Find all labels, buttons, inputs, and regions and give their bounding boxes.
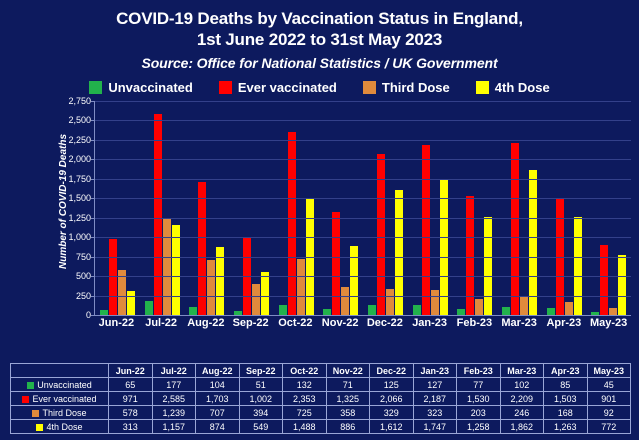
y-axis-tick-label: 2,250 xyxy=(68,134,91,145)
bar[interactable] xyxy=(189,307,197,315)
x-axis-label: Aug-22 xyxy=(187,317,225,329)
bar[interactable] xyxy=(332,212,340,315)
legend-item[interactable] xyxy=(363,80,450,95)
legend-label: Ever vaccinated xyxy=(237,80,337,95)
legend-item[interactable] xyxy=(89,80,193,95)
gridline xyxy=(95,276,631,277)
table-cell: 2,585 xyxy=(152,392,196,406)
table-cell: 707 xyxy=(196,406,240,420)
table-cell: 1,612 xyxy=(370,420,414,434)
x-axis-labels xyxy=(94,317,631,329)
table-cell: 1,239 xyxy=(152,406,196,420)
table-cell: 1,862 xyxy=(500,420,544,434)
table-column-header: Feb-23 xyxy=(457,364,501,378)
bar[interactable] xyxy=(609,308,617,315)
bar-group xyxy=(318,101,363,315)
table-cell: 971 xyxy=(109,392,153,406)
data-table-wrapper xyxy=(10,363,631,434)
y-axis-tickmark xyxy=(91,120,95,121)
bar[interactable] xyxy=(511,143,519,315)
legend-swatch-icon xyxy=(476,81,489,94)
plot-canvas xyxy=(68,96,631,320)
gridline xyxy=(95,198,631,199)
bar[interactable] xyxy=(323,309,331,315)
chart-header xyxy=(0,0,639,71)
legend-swatch-icon xyxy=(219,81,232,94)
table-cell: 1,263 xyxy=(544,420,588,434)
table-cell: 71 xyxy=(326,378,370,392)
bar-group xyxy=(408,101,453,315)
table-cell: 2,066 xyxy=(370,392,414,406)
table-row-header xyxy=(11,392,109,406)
x-axis-label: Nov-22 xyxy=(321,317,359,329)
table-cell: 104 xyxy=(196,378,240,392)
table-cell: 1,747 xyxy=(413,420,457,434)
bar[interactable] xyxy=(431,290,439,315)
bar[interactable] xyxy=(297,259,305,315)
legend-label: Unvaccinated xyxy=(108,80,193,95)
y-axis-tick-label: 2,500 xyxy=(68,115,91,126)
table-cell: 578 xyxy=(109,406,153,420)
bar[interactable] xyxy=(127,291,135,315)
table-cell: 77 xyxy=(457,378,501,392)
table-column-header: Jun-22 xyxy=(109,364,153,378)
y-axis-tick-label: 250 xyxy=(75,290,91,301)
table-row-header xyxy=(11,378,109,392)
x-axis-label: Apr-23 xyxy=(546,317,582,329)
table-corner-cell xyxy=(11,364,109,378)
series-swatch-icon xyxy=(22,396,29,403)
bar[interactable] xyxy=(145,301,153,315)
y-axis-tickmark xyxy=(91,101,95,102)
bar[interactable] xyxy=(547,308,555,315)
table-column-header: Jan-23 xyxy=(413,364,457,378)
table-row xyxy=(11,420,631,434)
table-cell: 2,187 xyxy=(413,392,457,406)
table-cell: 51 xyxy=(239,378,283,392)
legend-label: Third Dose xyxy=(381,80,450,95)
y-axis-tick-label: 750 xyxy=(75,251,91,262)
table-cell: 329 xyxy=(370,406,414,420)
table-cell: 102 xyxy=(500,378,544,392)
bar-group xyxy=(363,101,408,315)
table-cell: 92 xyxy=(587,406,631,420)
table-cell: 168 xyxy=(544,406,588,420)
gridline xyxy=(95,120,631,121)
table-cell: 85 xyxy=(544,378,588,392)
y-axis-tickmark xyxy=(91,179,95,180)
bar[interactable] xyxy=(163,219,171,315)
bar[interactable] xyxy=(618,255,626,315)
table-cell: 1,258 xyxy=(457,420,501,434)
bar[interactable] xyxy=(341,287,349,315)
y-axis-tick-label: 1,500 xyxy=(68,193,91,204)
x-axis-label: Jul-22 xyxy=(145,317,178,329)
bar-group xyxy=(184,101,229,315)
table-row xyxy=(11,392,631,406)
data-table xyxy=(10,363,631,434)
table-column-header: Apr-23 xyxy=(544,364,588,378)
table-row-header xyxy=(11,406,109,420)
x-axis-label: May-23 xyxy=(589,317,628,329)
bar[interactable] xyxy=(574,217,582,315)
x-axis-label: Mar-23 xyxy=(501,317,537,329)
table-row-header xyxy=(11,420,109,434)
bar[interactable] xyxy=(386,289,394,315)
chart-plot-area xyxy=(56,96,631,329)
table-cell: 1,488 xyxy=(283,420,327,434)
y-axis-tickmark xyxy=(91,237,95,238)
bar[interactable] xyxy=(422,145,430,315)
table-column-header: Sep-22 xyxy=(239,364,283,378)
chart-subtitle: Source: Office for National Statistics / UK Government xyxy=(141,55,498,71)
table-cell: 2,353 xyxy=(283,392,327,406)
bar-group xyxy=(497,101,542,315)
table-column-header: Aug-22 xyxy=(196,364,240,378)
y-axis-tick-label: 2,000 xyxy=(68,154,91,165)
table-cell: 246 xyxy=(500,406,544,420)
table-column-header: Nov-22 xyxy=(326,364,370,378)
gridline xyxy=(95,296,631,297)
chart-legend xyxy=(0,80,639,95)
y-axis-tickmark xyxy=(91,276,95,277)
bar[interactable] xyxy=(529,170,537,315)
table-cell: 549 xyxy=(239,420,283,434)
table-column-header: Dec-22 xyxy=(370,364,414,378)
x-axis-label: Oct-22 xyxy=(278,317,313,329)
table-cell: 772 xyxy=(587,420,631,434)
y-axis-tickmark xyxy=(91,198,95,199)
legend-swatch-icon xyxy=(363,81,376,94)
bar[interactable] xyxy=(457,309,465,315)
legend-label: 4th Dose xyxy=(494,80,550,95)
bar-group xyxy=(452,101,497,315)
bar-group xyxy=(229,101,274,315)
bar-group xyxy=(274,101,319,315)
bar[interactable] xyxy=(172,225,180,315)
bar-group xyxy=(140,101,185,315)
table-cell: 2,209 xyxy=(500,392,544,406)
bar[interactable] xyxy=(207,260,215,315)
table-cell: 132 xyxy=(283,378,327,392)
legend-item[interactable] xyxy=(219,80,337,95)
table-cell: 313 xyxy=(109,420,153,434)
series-swatch-icon xyxy=(32,410,39,417)
gridline xyxy=(95,159,631,160)
y-axis-tick-label: 2,750 xyxy=(68,96,91,106)
y-axis-label: Number of COVID-19 Deaths xyxy=(58,133,69,269)
table-row-label: Third Dose xyxy=(42,407,87,418)
y-axis-tickmark xyxy=(91,218,95,219)
y-axis-tick-label: 1,250 xyxy=(68,212,91,223)
table-row-label: Ever vaccinated xyxy=(32,393,97,404)
table-column-header: Mar-23 xyxy=(500,364,544,378)
table-cell: 125 xyxy=(370,378,414,392)
table-cell: 901 xyxy=(587,392,631,406)
gridline xyxy=(95,179,631,180)
y-axis-tickmark xyxy=(91,257,95,258)
bar[interactable] xyxy=(466,196,474,315)
gridline xyxy=(95,101,631,102)
bar[interactable] xyxy=(520,296,528,315)
bar-group xyxy=(95,101,140,315)
x-axis-label: Dec-22 xyxy=(366,317,403,329)
bar-group xyxy=(586,101,631,315)
bar[interactable] xyxy=(109,239,117,315)
y-axis-tick-label: 0 xyxy=(85,310,91,320)
x-axis-label: Jan-23 xyxy=(412,317,448,329)
bar[interactable] xyxy=(475,299,483,315)
bar[interactable] xyxy=(100,310,108,315)
bar[interactable] xyxy=(234,311,242,315)
table-cell: 1,002 xyxy=(239,392,283,406)
gridline xyxy=(95,218,631,219)
bar[interactable] xyxy=(565,302,573,315)
table-row-label: Unvaccinated xyxy=(37,379,92,390)
table-column-header: May-23 xyxy=(587,364,631,378)
table-row xyxy=(11,378,631,392)
table-cell: 1,157 xyxy=(152,420,196,434)
y-axis-tick-label: 1,750 xyxy=(68,173,91,184)
table-cell: 358 xyxy=(326,406,370,420)
bar[interactable] xyxy=(368,305,376,315)
table-cell: 1,703 xyxy=(196,392,240,406)
gridline xyxy=(95,257,631,258)
table-cell: 886 xyxy=(326,420,370,434)
legend-item[interactable] xyxy=(476,80,550,95)
x-axis-label: Jun-22 xyxy=(98,317,135,329)
table-cell: 323 xyxy=(413,406,457,420)
table-cell: 874 xyxy=(196,420,240,434)
table-row xyxy=(11,406,631,420)
bar[interactable] xyxy=(484,217,492,315)
gridline xyxy=(95,140,631,141)
bar[interactable] xyxy=(154,114,162,315)
y-axis-tickmark xyxy=(91,159,95,160)
series-swatch-icon xyxy=(27,382,34,389)
page-title-line-1: COVID-19 Deaths by Vaccination Status in England, xyxy=(116,9,523,28)
y-axis-tickmark xyxy=(91,296,95,297)
legend-swatch-icon xyxy=(89,81,102,94)
y-axis-tickmark xyxy=(91,140,95,141)
bar[interactable] xyxy=(502,307,510,315)
bar-groups xyxy=(95,101,631,315)
table-cell: 394 xyxy=(239,406,283,420)
bar[interactable] xyxy=(279,305,287,315)
bar[interactable] xyxy=(261,272,269,315)
table-cell: 1,530 xyxy=(457,392,501,406)
table-cell: 45 xyxy=(587,378,631,392)
series-swatch-icon xyxy=(36,424,43,431)
bar[interactable] xyxy=(413,305,421,315)
bar-group xyxy=(542,101,587,315)
table-cell: 127 xyxy=(413,378,457,392)
y-axis-tick-label: 1,000 xyxy=(68,232,91,243)
table-cell: 1,325 xyxy=(326,392,370,406)
table-cell: 177 xyxy=(152,378,196,392)
y-axis-tickmark xyxy=(91,315,95,316)
table-column-header: Jul-22 xyxy=(152,364,196,378)
table-cell: 65 xyxy=(109,378,153,392)
gridline xyxy=(95,237,631,238)
bar[interactable] xyxy=(591,312,599,316)
table-cell: 1,503 xyxy=(544,392,588,406)
bar[interactable] xyxy=(600,245,608,315)
table-column-header: Oct-22 xyxy=(283,364,327,378)
x-axis-label: Feb-23 xyxy=(456,317,493,329)
page-title-line-2: 1st June 2022 to 31st May 2023 xyxy=(196,30,443,49)
y-axis-tick-label: 500 xyxy=(75,271,91,282)
table-cell: 203 xyxy=(457,406,501,420)
table-header-row xyxy=(11,364,631,378)
bar[interactable] xyxy=(252,284,260,315)
table-row-label: 4th Dose xyxy=(46,421,83,432)
table-cell: 725 xyxy=(283,406,327,420)
x-axis-label: Sep-22 xyxy=(232,317,269,329)
